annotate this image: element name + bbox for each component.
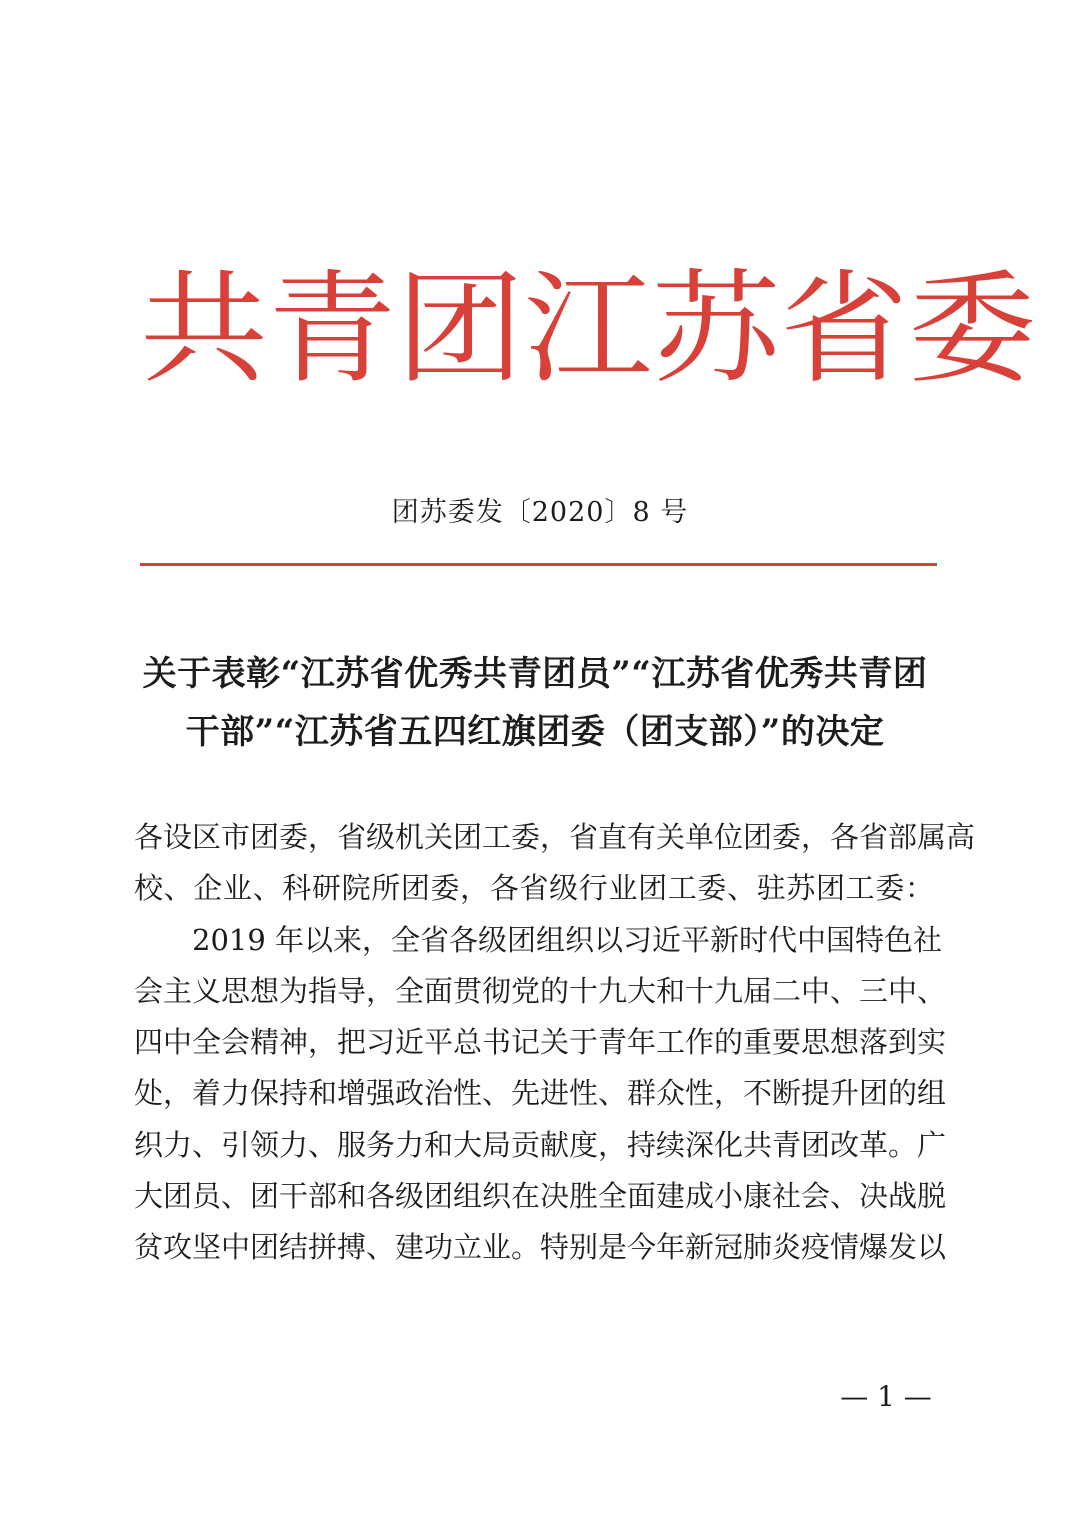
masthead-char: 江 [524,258,653,401]
title-line: 干部”“江苏省五四红旗团委（团支部）”的决定 [185,712,885,752]
body-line: 贫攻坚中团结拼搏、建功立业。特别是今年新冠肺炎疫情爆发以 [134,1230,947,1265]
masthead [140,258,1037,402]
red-divider [140,563,937,566]
body-line: 大团员、团干部和各级团组织在决胜全面建成小康社会、决战脱 [134,1179,947,1214]
document-title [140,645,930,761]
body-line: 会主义思想为指导，全面贯彻党的十九大和十九届二中、三中、 [134,973,947,1008]
masthead-char: 委 [908,258,1037,401]
document-body [134,812,976,1274]
masthead-char: 共 [140,258,269,401]
addressee-line: 各设区市团委，省级机关团工委，省直有关单位团委，各省部属高 [134,820,976,854]
masthead-char: 青 [268,258,397,401]
body-line: 织力、引领力、服务力和大局贡献度，持续深化共青团改革。广 [134,1127,947,1162]
document-number: 团苏委发〔2020〕8 号 [391,497,689,528]
masthead-char: 团 [396,258,525,401]
addressee-line: 校、企业、科研院所团委，各省级行业团工委、驻苏团工委： [134,871,934,906]
body-line: 2019 年以来，全省各级团组织以习近平新时代中国特色社 [192,922,943,957]
page-number: — 1 — [840,1380,932,1413]
body-line: 四中全会精神，把习近平总书记关于青年工作的重要思想落到实 [134,1025,947,1060]
masthead-char: 苏 [652,258,781,401]
title-line: 关于表彰“江苏省优秀共青团员”“江苏省优秀共青团 [142,654,928,694]
masthead-char: 省 [780,258,909,401]
body-line: 处，着力保持和增强政治性、先进性、群众性，不断提升团的组 [134,1076,947,1111]
